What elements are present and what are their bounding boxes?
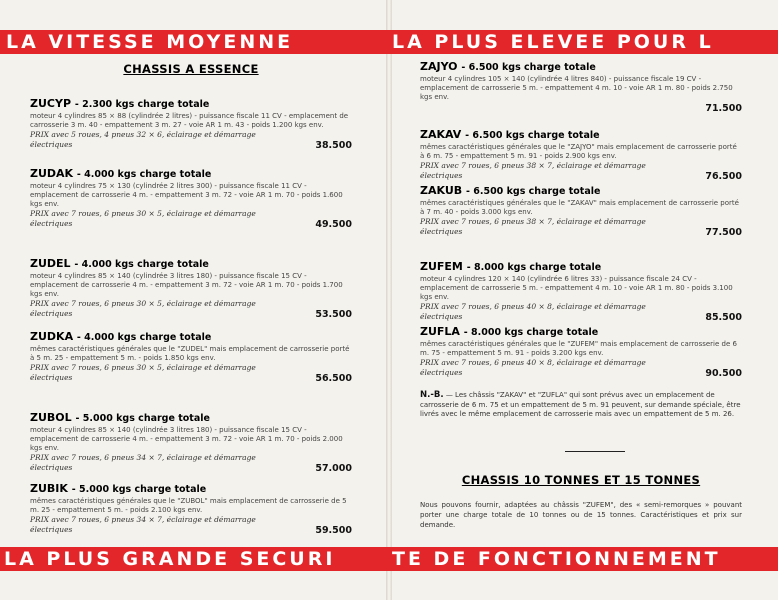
model-name: ZAKAV xyxy=(420,128,462,141)
model-zubik xyxy=(30,482,352,534)
model-charge: - 4.000 kgs charge totale xyxy=(76,169,212,180)
price-row xyxy=(420,161,742,182)
model-zubol xyxy=(30,411,352,472)
note-block xyxy=(420,391,742,420)
model-name: ZAKUB xyxy=(420,184,463,197)
price-equipment: PRIX avec 7 roues, 6 pneus 30 × 5, éclairage et démarrage électriques xyxy=(30,209,256,228)
model-title xyxy=(420,128,742,141)
model-name: ZUFLA xyxy=(420,325,460,338)
page-fold xyxy=(386,0,392,600)
price-value: 53.500 xyxy=(315,308,352,320)
section-text-tonnes: Nous pouvons fournir, adaptées au châssis "ZUFEM", des « semi-remorques » pouvant porter une charge totale de 10 tonnes ou de 15 tonnes. Caractéristiques et prix sur demande. xyxy=(420,501,742,529)
price-equipment: PRIX avec 7 roues, 6 pneus 34 × 7, éclairage et démarrage électriques xyxy=(30,453,256,472)
note-text: — Les châssis "ZAKAV" et "ZUFLA" qui sont prévus avec un emplacement de carrosserie de 6 m. 75 et un empattement de 5 m. 91 peuvent, sur demande spéciale, être livrés avec le même emplacement de carrosserie mais avec un empattement de 5 m. 26. xyxy=(420,391,741,418)
model-description: moteur 4 cylindres 120 × 140 (cylindrée 6 litres 33) - puissance fiscale 24 CV - emplacement de carrosserie 5 m. - empattement 4 m. 10 - voie AR 1 m. 80 - poids 3.100 kgs env. xyxy=(420,275,733,301)
price-equipment: PRIX avec 7 roues, 6 pneus 38 × 7, éclairage et démarrage électriques xyxy=(420,161,646,180)
model-name: ZAJYO xyxy=(420,60,458,73)
price-value: 76.500 xyxy=(705,170,742,182)
model-name: ZUCYP xyxy=(30,97,72,110)
left-column xyxy=(30,60,352,536)
model-description: mêmes caractéristiques générales que le "ZUBOL" mais emplacement de carrosserie de 5 m. 25 - empattement 5 m. - poids 2.100 kgs env. xyxy=(30,497,347,514)
price-row xyxy=(30,130,352,151)
model-name: ZUDKA xyxy=(30,330,74,343)
model-zudel xyxy=(30,257,352,318)
model-name: ZUFEM xyxy=(420,260,463,273)
section-heading: CHASSIS A ESSENCE xyxy=(123,62,259,76)
model-name: ZUBIK xyxy=(30,482,68,495)
price-equipment: PRIX avec 7 roues, 6 pneus 30 × 5, éclairage et démarrage électriques xyxy=(30,363,256,382)
section-heading-tonnes: CHASSIS 10 TONNES ET 15 TONNES xyxy=(461,473,701,487)
price-value: 49.500 xyxy=(315,218,352,230)
price-row xyxy=(30,209,352,230)
price-row xyxy=(30,299,352,320)
model-zucyp xyxy=(30,97,352,149)
model-zakav xyxy=(420,128,742,180)
model-title xyxy=(420,325,742,338)
price-value: 90.500 xyxy=(705,367,742,379)
top-banner xyxy=(0,30,778,54)
price-row xyxy=(420,302,742,323)
model-zudka xyxy=(30,330,352,382)
price-equipment: PRIX avec 5 roues, 4 pneus 32 × 6, éclairage et démarrage électriques xyxy=(30,130,256,149)
model-name: ZUDEL xyxy=(30,257,71,270)
model-name: ZUDAK xyxy=(30,167,74,180)
price-value: 59.500 xyxy=(315,524,352,536)
price-row xyxy=(30,363,352,384)
model-zajyo xyxy=(420,60,742,112)
price-value: 85.500 xyxy=(705,311,742,323)
price-row xyxy=(30,453,352,474)
model-title xyxy=(30,330,352,343)
model-description: mêmes caractéristiques générales que le "ZAKAV" mais emplacement de carrosserie porté à 7 m. 40 - poids 3.000 kgs env. xyxy=(420,199,739,216)
price-value: 38.500 xyxy=(315,139,352,151)
top-banner-right: LA PLUS ELEVEE POUR L xyxy=(392,31,714,53)
model-title xyxy=(30,167,352,180)
model-name: ZUBOL xyxy=(30,411,72,424)
model-title xyxy=(420,184,742,197)
model-zufla xyxy=(420,325,742,377)
model-charge: - 6.500 kgs charge totale xyxy=(465,130,600,141)
model-charge: - 6.500 kgs charge totale xyxy=(465,186,601,197)
model-description: moteur 4 cylindres 85 × 140 (cylindrée 3 litres 180) - puissance fiscale 15 CV - emplacement de carrosserie 4 m. - empattement 3 m. 72 - voie AR 1 m. 70 - poids 2.000 kgs env. xyxy=(30,426,343,452)
model-description: mêmes caractéristiques générales que le "ZUFEM" mais emplacement de carrosserie de 6 m. 75 - empattement 5 m. 91 - poids 3.200 kgs env. xyxy=(420,340,737,357)
price-equipment: PRIX avec 7 roues, 6 pneus 40 × 8, éclairage et démarrage électriques xyxy=(420,358,646,377)
model-title xyxy=(420,260,742,273)
model-zufem xyxy=(420,260,742,321)
price-row xyxy=(420,358,742,379)
model-zakub xyxy=(420,184,742,236)
price-value: 57.000 xyxy=(315,462,352,474)
price-equipment: PRIX avec 7 roues, 6 pneus 34 × 7, éclairage et démarrage électriques xyxy=(30,515,256,534)
price-value: 77.500 xyxy=(705,226,742,238)
model-charge: - 4.000 kgs charge totale xyxy=(76,332,212,343)
price-equipment: PRIX avec 7 roues, 6 pneus 30 × 5, éclairage et démarrage électriques xyxy=(30,299,256,318)
model-description: moteur 4 cylindres 75 × 130 (cylindrée 2 litres 300) - puissance fiscale 11 CV - emplacement de carrosserie 4 m. - empattement 3 m. 72 - voie AR 1 m. 70 - poids 1.600 kgs env. xyxy=(30,182,343,208)
note-label: N.-B. xyxy=(420,390,444,400)
top-banner-left: LA VITESSE MOYENNE xyxy=(6,31,294,53)
model-description: moteur 4 cylindres 85 × 140 (cylindrée 3 litres 180) - puissance fiscale 15 CV - emplacement de carrosserie 4 m. - empattement 3 m. 72 - voie AR 1 m. 70 - poids 1.700 kgs env. xyxy=(30,272,343,298)
model-charge: - 6.500 kgs charge totale xyxy=(461,62,596,73)
model-title xyxy=(420,60,742,73)
model-charge: - 5.000 kgs charge totale xyxy=(71,484,207,495)
model-description: mêmes caractéristiques générales que le "ZAJYO" mais emplacement de carrosserie porté à 6 m. 75 - empattement 5 m. 91 - poids 2.900 kgs env. xyxy=(420,143,737,160)
model-charge: - 5.000 kgs charge totale xyxy=(75,413,210,424)
bottom-banner-left: LA PLUS GRANDE SECURI xyxy=(4,548,336,570)
price-row xyxy=(30,515,352,536)
model-title xyxy=(30,411,352,424)
bottom-banner xyxy=(0,547,778,571)
model-title xyxy=(30,482,352,495)
price-row xyxy=(420,102,742,114)
model-description: moteur 4 cylindres 105 × 140 (cylindrée 4 litres 840) - puissance fiscale 19 CV - emplacement de carrosserie 5 m. - empattement 4 m. 10 - voie AR 1 m. 80 - poids 2.750 kgs env. xyxy=(420,75,733,101)
model-description: mêmes caractéristiques générales que le "ZUDEL" mais emplacement de carrosserie porté à 5 m. 25 - empattement 5 m. - poids 1.850 kgs env. xyxy=(30,345,350,362)
model-charge: - 2.300 kgs charge totale xyxy=(74,99,210,110)
model-zudak xyxy=(30,167,352,228)
price-equipment: PRIX avec 7 roues, 6 pneus 40 × 8, éclairage et démarrage électriques xyxy=(420,302,646,321)
model-charge: - 8.000 kgs charge totale xyxy=(463,327,599,338)
price-row xyxy=(420,217,742,238)
model-title xyxy=(30,97,352,110)
model-charge: - 8.000 kgs charge totale xyxy=(466,262,602,273)
price-value: 71.500 xyxy=(705,102,742,114)
price-equipment: PRIX avec 7 roues, 6 pneus 38 × 7, éclairage et démarrage électriques xyxy=(420,217,646,236)
bottom-banner-right: TE DE FONCTIONNEMENT xyxy=(392,548,721,570)
price-value: 56.500 xyxy=(315,372,352,384)
model-charge: - 4.000 kgs charge totale xyxy=(74,259,209,270)
model-description: moteur 4 cylindres 85 × 88 (cylindrée 2 litres) - puissance fiscale 11 CV - emplacement de carrosserie 3 m. 40 - empattement 3 m. 27 - voie AR 1 m. 43 - poids 1.200 kgs env. xyxy=(30,112,349,129)
separator-line xyxy=(565,451,625,452)
model-title xyxy=(30,257,352,270)
